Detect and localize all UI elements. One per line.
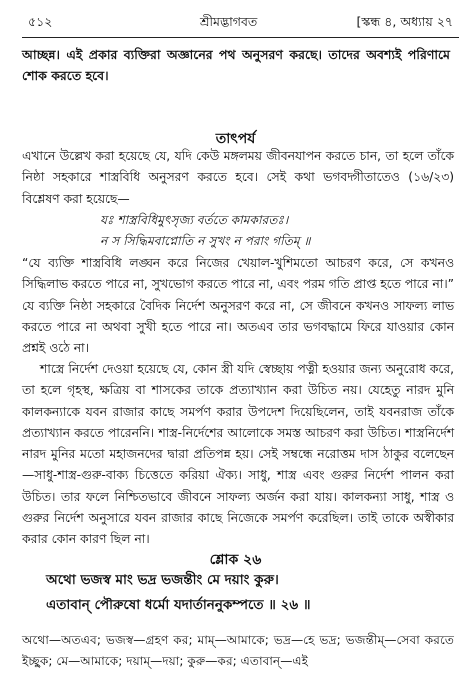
- purport-paragraph-2: “যে ব্যক্তি শাস্ত্রবিধি লঙ্ঘন করে নিজের খেয়াল-খুশিমতো আচরণ করে, সে কখনও সিদ্ধিলাভ করতে পারে না, সুখভোগ করতে পারে না, এবং পরম গতি প্রাপ্ত হতে পারে না।” যে ব্যক্তি নিষ্ঠা সহকারে বৈদিক নির্দেশ অনুসরণ করে না, সে জীবনে কখনও সাফল্য লাভ করতে পারে না অথবা সুখী হতে পারে না। অতএব তার ভগবদ্ধামে ফিরে যাওয়ার কোন প্রশ্নই ওঠে না।: [22, 256, 454, 356]
- synonyms-text: অথো—অতএব; ভজস্ব—গ্রহণ কর; মাম্—আমাকে; ভদ্র—হে ভদ্র; ভজন্তীম্—সেবা করতে ইচ্ছুক; মে—আমাকে; দয়াম্—দয়া; কুরু—কর; এতাবান্—এই: [22, 633, 454, 668]
- quote-line-1: যঃ শাস্ত্রবিধিমুৎসৃজ্য বর্ততে কামকারতঃ।: [100, 213, 289, 227]
- quote-line-2: ন স সিদ্ধিমবাপ্নোতি ন সুখং ন পরাং গতিম্ ॥: [100, 234, 311, 248]
- page-number: ৫১২: [28, 14, 53, 29]
- sloka-text: [46, 568, 446, 618]
- book-title: শ্রীমদ্ভাগবত: [200, 14, 258, 29]
- chapter-reference: [স্কন্ধ ৪, অধ্যায় ২৭: [356, 14, 453, 29]
- sloka-line-1: অথো ভজস্ব মাং ভদ্র ভজন্তীং মে দয়াং কুরু।: [46, 572, 279, 588]
- sloka-line-2: এতাবান্ পৌরুষো ধর্মো যদার্তাননুকম্পতে ॥ ২৬ ॥: [46, 597, 311, 613]
- purport-paragraph-3: শাস্ত্রে নির্দেশ দেওয়া হয়েছে যে, কোন স্ত্রী যদি স্বেচ্ছায় পত্নী হওয়ার জন্য অনুরোধ করে, তা হলে গৃহস্থ, ক্ষত্রিয় বা শাসকের তাকে প্রত্যাখ্যান করা উচিত নয়। যেহেতু নারদ মুনি কালকন্যাকে যবন রাজার কাছে সমর্পণ করার উপদেশ দিয়েছিলেন, তাই যবনরাজ তাঁকে প্রত্যাখ্যান করতে পারেননি। শাস্ত্র-নির্দেশের আলোকে সমস্ত আচরণ করা উচিত। শাস্ত্রনির্দেশ নারদ মুনির মতো মহাজনদের দ্বারা প্রতিপন্ন হয়। সেই সম্বন্ধে নরোত্তম দাস ঠাকুর বলেছেন—সাধু-শাস্ত্র-গুরু-বাক্য চিত্তেতে করিয়া ঐক্য। সাধু, শাস্ত্র এবং গুরুর নির্দেশ পালন করা উচিত। তার ফলে নিশ্চিতভাবে জীবনে সাফল্য অর্জন করা যায়। কালকন্যা সাধু, শাস্ত্র ও গুরুর নির্দেশ অনুসারে যবন রাজার কাছে নিজেকে সমর্পণ করেছিল। তাই তাকে অস্বীকার করার কোন কারণ ছিল না।: [22, 362, 454, 547]
- gita-quote: [100, 210, 420, 252]
- header-rule: [22, 37, 459, 38]
- translation-continuation: আচ্ছন্ন। এই প্রকার ব্যক্তিরা অজ্ঞানের পথ অনুসরণ করছে। তাদের অবশ্যই পরিণামে শোক করতে হবে।: [22, 47, 450, 83]
- purport-paragraph-1: এখানে উল্লেখ করা হয়েছে যে, যদি কেউ মঙ্গলময় জীবনযাপন করতে চান, তা হলে তাঁকে নিষ্ঠা সহকারে শাস্ত্রবিধি অনুসরণ করতে হবে। সেই কথা ভগবদ্গীতাতেও (১৬/২৩) বিশ্লেষণ করা হয়েছে—: [22, 149, 454, 206]
- page-header: [22, 12, 457, 32]
- purport-heading: তাৎপর্য: [215, 131, 256, 147]
- sloka-title: শ্লোক ২৬: [209, 552, 262, 568]
